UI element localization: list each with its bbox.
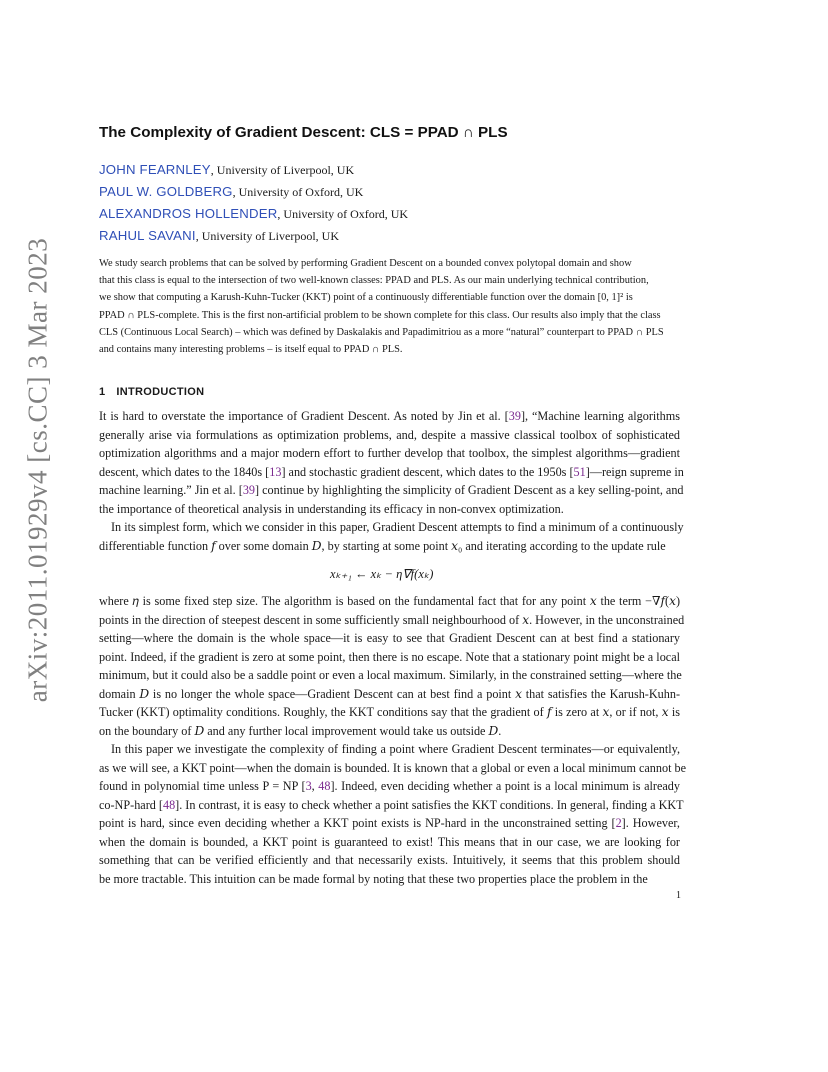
author-affiliation: , University of Oxford, UK xyxy=(277,207,409,221)
paragraph-line xyxy=(99,685,680,704)
paragraph-line xyxy=(99,648,680,667)
paragraph-line xyxy=(99,666,680,685)
author-affiliation: , University of Liverpool, UK xyxy=(195,229,339,243)
paragraph-text: be more tractable. This intuition can be made formal by noting that these two properties place the problem in the xyxy=(99,871,648,886)
author-name[interactable]: RAHUL SAVANI xyxy=(99,228,196,243)
paragraph-line xyxy=(99,500,680,519)
paragraph-text: ]. Indeed, even deciding whether a point is a local minimum is already xyxy=(330,779,680,793)
citation-link[interactable]: 48 xyxy=(318,779,331,793)
paragraph-stationary-points xyxy=(99,592,685,740)
paragraph-text: ] continue by highlighting the simplicity of Gradient Descent as a key selling-point, and xyxy=(255,483,684,497)
abstract-line: CLS (Continuous Local Search) – which was defined by Daskalakis and Papadimitriou as a more “natural” counterpart to PPAD ∩ PLS xyxy=(99,326,664,338)
page-number: 1 xyxy=(676,890,681,901)
abstract-line: and contains many interesting problems – is itself equal to PPAD ∩ PLS. xyxy=(99,343,403,355)
paragraph-text: found in polynomial time unless P = NP [ xyxy=(99,779,306,793)
paragraph-text: In its simplest form, which we consider in this paper, Gradient Descent attempts to find a minimum of a continuously xyxy=(111,520,684,534)
paragraph-line xyxy=(99,833,680,852)
paragraph-text: generally arise via formulations as optimization problems, and, despite a massive classical toolbox of sophisticated xyxy=(99,427,680,442)
author-entry xyxy=(99,159,699,181)
citation-link[interactable]: 39 xyxy=(242,483,256,497)
citation-link[interactable]: 2 xyxy=(615,816,622,830)
paragraph-text: setting—where the domain is the whole space—it is easy to see that Gradient Descent can at best find a stationary xyxy=(99,631,680,645)
paragraph-line xyxy=(99,703,680,722)
paragraph-line xyxy=(99,722,680,741)
section-heading-introduction xyxy=(99,386,204,398)
author-name[interactable]: PAUL W. GOLDBERG xyxy=(99,184,233,199)
paragraph-text: ]. However, xyxy=(621,816,680,830)
paragraph-text: It is hard to overstate the importance of Gradient Descent. As noted by Jin et al. [ xyxy=(99,409,509,423)
citation-link[interactable]: 48 xyxy=(162,797,176,812)
paragraph-line xyxy=(99,851,680,870)
paragraph-text: machine learning.” Jin et al. [ xyxy=(99,483,243,497)
citation-link[interactable]: 39 xyxy=(508,409,521,423)
paragraph-line xyxy=(99,592,680,611)
citation-link[interactable]: 13 xyxy=(269,464,282,479)
author-name[interactable]: JOHN FEARNLEY xyxy=(99,162,211,177)
abstract-line: that this class is equal to the intersection of two well-known classes: PPAD and PLS. As our main underlying technical contribution, xyxy=(99,275,649,287)
paragraph-text: on the boundary of 𝐷 and any further local improvement would take us outside 𝐷. xyxy=(99,723,502,738)
paragraph-text: points in the direction of steepest descent in some sufficiently small neighbourhood of 𝑥. However, in the unconstrained xyxy=(99,612,685,627)
author-list xyxy=(99,159,699,247)
paragraph-gradient-descent-definition xyxy=(99,518,684,555)
paragraph-line xyxy=(99,426,680,445)
paragraph-line xyxy=(99,759,687,778)
paragraph-intro xyxy=(99,407,684,518)
paragraph-line xyxy=(99,629,680,648)
paragraph-line xyxy=(99,740,680,759)
citation-link[interactable]: 3 xyxy=(305,779,312,793)
author-entry xyxy=(99,181,699,203)
abstract-line: We study search problems that can be solved by performing Gradient Descent on a bounded convex polytopal domain and show xyxy=(99,258,632,269)
paragraph-text: point is hard, since even deciding whether a KKT point exists is NP-hard in the unconstrained setting [ xyxy=(99,816,616,830)
paragraph-text: something that can be verified efficiently and that necessarily exists. Intuitively, it seems that this problem should xyxy=(99,853,680,867)
paragraph-text: In this paper we investigate the complexity of finding a point where Gradient Descent terminates—or equivalently, xyxy=(111,742,680,756)
abstract-line: PPAD ∩ PLS-complete. This is the first non-artificial problem to be shown complete for this class. Our results also imply that the class xyxy=(99,309,661,321)
paragraph-line xyxy=(99,777,680,796)
paragraph-text: descent, which dates to the 1840s [ xyxy=(99,464,270,479)
paragraph-text: differentiable function 𝑓 over some domain 𝐷, by starting at some point 𝑥₀ and iterating according to the update rule xyxy=(99,538,666,553)
author-affiliation: , University of Liverpool, UK xyxy=(210,163,355,177)
paragraph-text: as we will see, a KKT point—when the domain is bounded. It is known that a global or even a local minimum cannot be xyxy=(99,760,687,775)
paragraph-text: , xyxy=(311,779,319,793)
paragraph-text: the importance of theoretical analysis in understanding its efficacy in non-convex optimization. xyxy=(99,501,564,516)
paragraph-text: ]—reign supreme in xyxy=(585,464,684,479)
paragraph-text: co-NP-hard [ xyxy=(99,797,163,812)
abstract-line: we show that computing a Karush-Kuhn-Tucker (KKT) point of a continuously differentiable function over the domain [0, 1]² is xyxy=(99,292,633,304)
paragraph-text: minimum, but it could also be a saddle point or even a local maximum. Similarly, in the constrained setting—where the xyxy=(99,668,682,682)
paragraph-line xyxy=(99,518,684,537)
author-affiliation: , University of Oxford, UK xyxy=(232,185,364,199)
author-entry xyxy=(99,203,699,225)
paragraph-text: when the domain is bounded, a KKT point is guaranteed to exist! This means that in our case, we are looking for xyxy=(99,834,680,849)
paragraph-text: Tucker (KKT) optimality conditions. Roughly, the KKT conditions say that the gradient of 𝑓 is zero at 𝑥, or if not, 𝑥 is xyxy=(99,705,680,719)
paragraph-line xyxy=(99,463,684,482)
paragraph-line xyxy=(99,814,680,833)
author-name[interactable]: ALEXANDROS HOLLENDER xyxy=(99,206,278,221)
paragraph-line xyxy=(99,796,684,815)
abstract xyxy=(99,255,680,358)
section-title: INTRODUCTION xyxy=(116,386,205,398)
paragraph-text: ] and stochastic gradient descent, which dates to the 1950s [ xyxy=(281,464,574,479)
arxiv-identifier-stamp: arXiv:2011.01929v4 [cs.CC] 3 Mar 2023 xyxy=(22,237,53,703)
paragraph-complexity xyxy=(99,740,687,888)
paragraph-line xyxy=(99,481,684,500)
paragraph-line xyxy=(99,407,680,426)
paragraph-line xyxy=(99,870,680,889)
update-rule-equation: xₖ₊₁ ← xₖ − η∇f(xₖ) xyxy=(330,567,434,581)
paper-title: The Complexity of Gradient Descent: CLS = PPAD ∩ PLS xyxy=(99,124,508,141)
paragraph-text: where 𝜂 is some fixed step size. The algorithm is based on the fundamental fact that for any point 𝑥 the term −∇𝑓(𝑥) xyxy=(99,594,680,608)
paragraph-text: optimization algorithms and a major modern effort to further develop that toolbox, the simplest algorithms—gradient xyxy=(99,446,680,460)
section-number: 1 xyxy=(99,386,106,398)
paragraph-line xyxy=(99,537,680,556)
paragraph-text: ]. In contrast, it is easy to check whether a point satisfies the KKT conditions. In general, finding a KKT xyxy=(175,797,684,812)
citation-link[interactable]: 51 xyxy=(573,464,586,479)
paragraph-line xyxy=(99,444,680,463)
paragraph-text: domain 𝐷 is no longer the whole space—Gradient Descent can at best find a point 𝑥 that satisfies the Karush-Kuhn- xyxy=(99,686,680,701)
paragraph-text: point. Indeed, if the gradient is zero at some point, then there is no escape. Note that a stationary point might be a local xyxy=(99,649,680,664)
paragraph-line xyxy=(99,611,685,630)
author-entry xyxy=(99,225,699,247)
paragraph-text: ], “Machine learning algorithms xyxy=(520,409,680,423)
